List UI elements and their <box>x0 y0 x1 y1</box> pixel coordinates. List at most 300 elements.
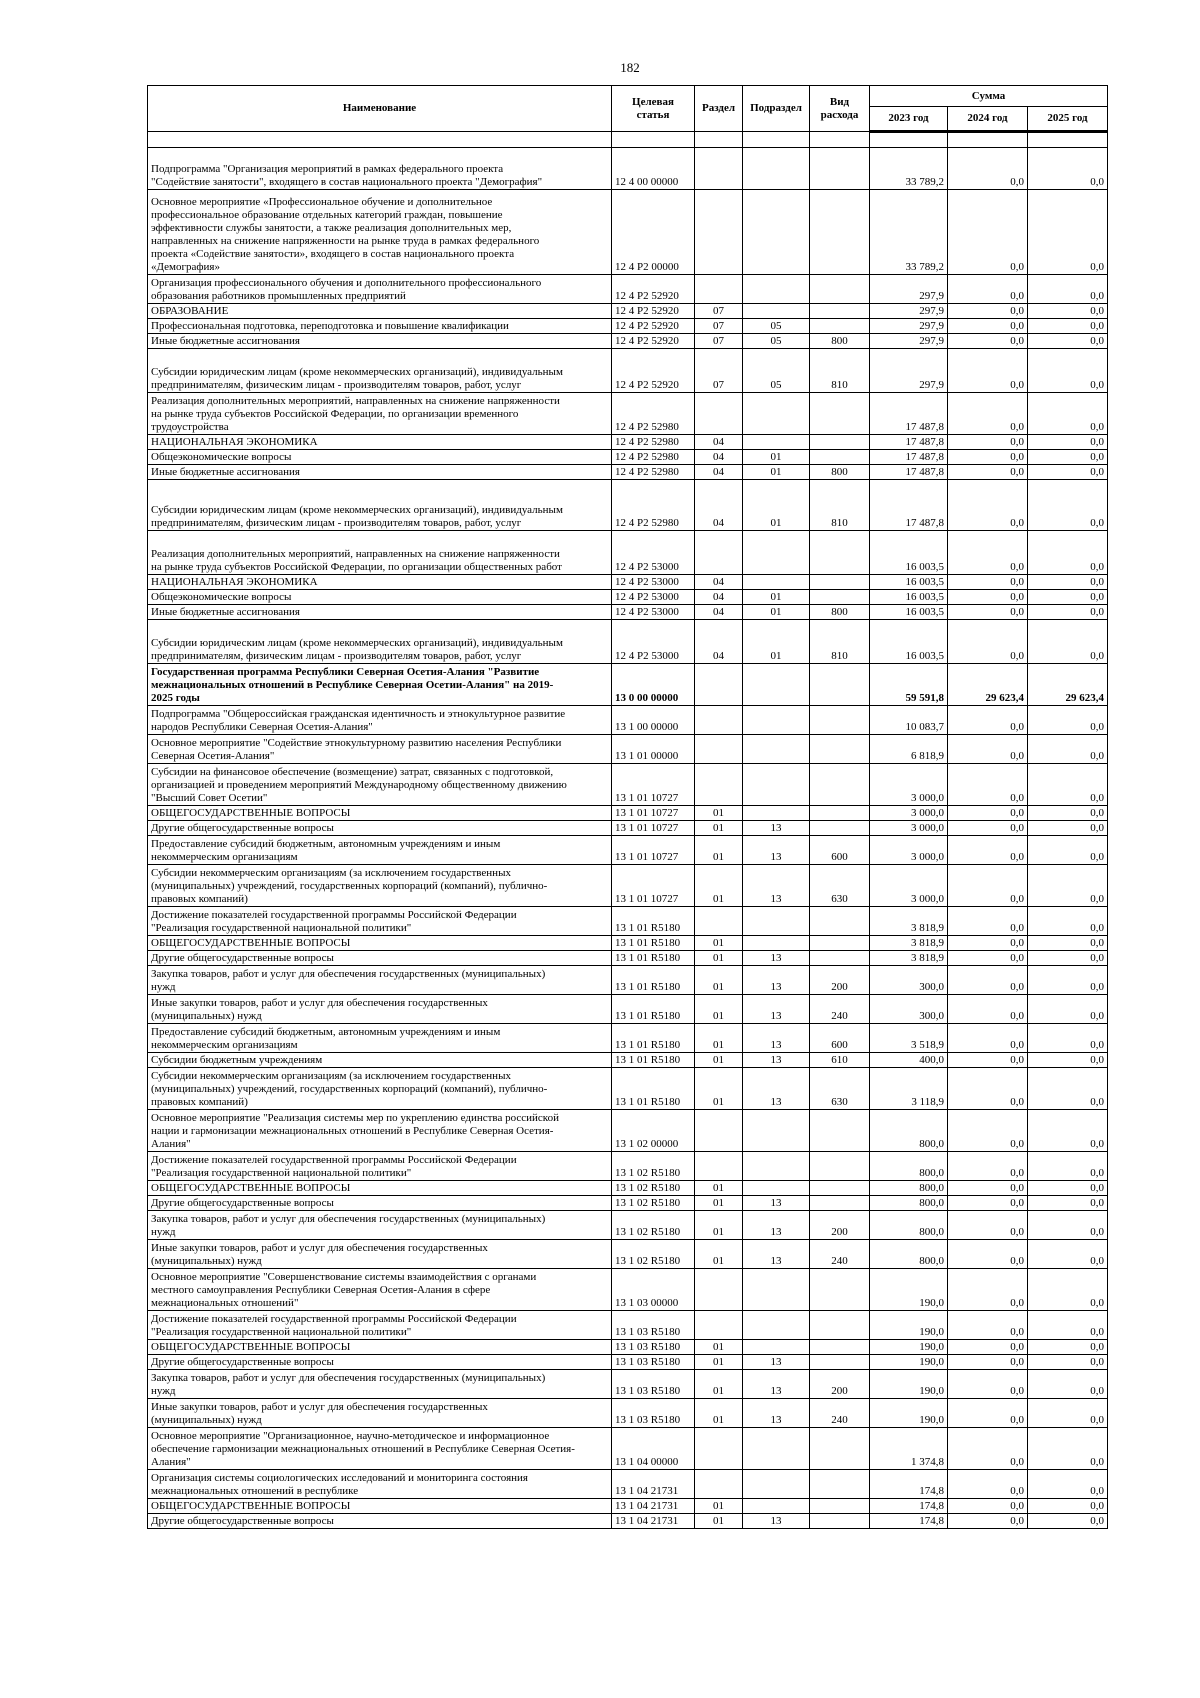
row-code: 12 4 P2 52980 <box>612 393 695 435</box>
row-sum-2023: 16 003,5 <box>870 531 948 575</box>
table-row <box>148 735 1108 764</box>
row-subsection <box>743 275 810 304</box>
row-name: Закупка товаров, работ и услуг для обеспечения государственных (муниципальных) нужд <box>148 1211 612 1240</box>
row-sum-2023: 33 789,2 <box>870 190 948 275</box>
row-section: 01 <box>695 936 743 951</box>
row-sum-2023: 800,0 <box>870 1110 948 1152</box>
table-row <box>148 435 1108 450</box>
row-expense-type <box>810 1499 870 1514</box>
row-section <box>695 764 743 806</box>
row-section <box>695 1311 743 1340</box>
row-name: Предоставление субсидий бюджетным, автономным учреждениям и иным некоммерческим организациям <box>148 1024 612 1053</box>
row-sum-2024: 0,0 <box>948 1355 1028 1370</box>
table-row <box>148 1196 1108 1211</box>
row-sum-2023: 33 789,2 <box>870 148 948 190</box>
row-subsection: 13 <box>743 1211 810 1240</box>
header-year-2024: 2024 год <box>948 107 1028 132</box>
table-row <box>148 764 1108 806</box>
header-year-2023: 2023 год <box>870 107 948 132</box>
table-row <box>148 806 1108 821</box>
row-sum-2023: 3 818,9 <box>870 936 948 951</box>
row-code: 13 1 02 R5180 <box>612 1152 695 1181</box>
row-section <box>695 664 743 706</box>
row-code: 13 1 03 R5180 <box>612 1311 695 1340</box>
row-name: Субсидии юридическим лицам (кроме некоммерческих организаций), индивидуальным предпринимателям, физическим лицам - производителям товаров, работ, услуг <box>148 480 612 531</box>
row-code: 12 4 P2 53000 <box>612 531 695 575</box>
row-expense-type: 600 <box>810 836 870 865</box>
row-sum-2023: 800,0 <box>870 1152 948 1181</box>
row-sum-2024: 0,0 <box>948 450 1028 465</box>
table-row <box>148 334 1108 349</box>
row-subsection <box>743 664 810 706</box>
row-section <box>695 531 743 575</box>
row-section: 01 <box>695 1181 743 1196</box>
row-section: 01 <box>695 1053 743 1068</box>
row-expense-type <box>810 936 870 951</box>
table-row <box>148 575 1108 590</box>
row-code: 13 1 02 R5180 <box>612 1196 695 1211</box>
row-subsection: 13 <box>743 1399 810 1428</box>
row-code: 13 1 03 R5180 <box>612 1340 695 1355</box>
row-section: 01 <box>695 806 743 821</box>
table-row <box>148 1181 1108 1196</box>
row-name: Общеэкономические вопросы <box>148 590 612 605</box>
row-subsection <box>743 936 810 951</box>
row-sum-2023: 800,0 <box>870 1240 948 1269</box>
row-code: 12 4 P2 52980 <box>612 480 695 531</box>
row-subsection <box>743 435 810 450</box>
row-sum-2023: 297,9 <box>870 349 948 393</box>
header-section: Раздел <box>695 86 743 132</box>
row-expense-type <box>810 1340 870 1355</box>
row-sum-2023: 800,0 <box>870 1211 948 1240</box>
row-name: Основное мероприятие "Организационное, научно-методическое и информационное обеспечение гармонизации межнациональных отношений в Республике Северная Осетия- Алания" <box>148 1428 612 1470</box>
row-sum-2025: 0,0 <box>1028 1499 1108 1514</box>
row-sum-2023: 174,8 <box>870 1514 948 1529</box>
table-row <box>148 1024 1108 1053</box>
row-name: Государственная программа Республики Северная Осетия-Алания "Развитие межнациональных отношений в Республике Северная Осетии-Алания" на 2019- 2025 годы <box>148 664 612 706</box>
row-name: Иные закупки товаров, работ и услуг для обеспечения государственных (муниципальных) нужд <box>148 1399 612 1428</box>
row-sum-2024: 0,0 <box>948 1269 1028 1311</box>
row-name: Общеэкономические вопросы <box>148 450 612 465</box>
row-name: Иные закупки товаров, работ и услуг для обеспечения государственных (муниципальных) нужд <box>148 995 612 1024</box>
row-sum-2024: 0,0 <box>948 1311 1028 1340</box>
row-sum-2024: 0,0 <box>948 1514 1028 1529</box>
row-sum-2023: 190,0 <box>870 1370 948 1399</box>
row-subsection <box>743 1181 810 1196</box>
row-sum-2023: 3 818,9 <box>870 907 948 936</box>
row-expense-type <box>810 1196 870 1211</box>
row-sum-2023: 400,0 <box>870 1053 948 1068</box>
row-section: 01 <box>695 1024 743 1053</box>
row-expense-type <box>810 1311 870 1340</box>
row-sum-2025: 0,0 <box>1028 605 1108 620</box>
row-section: 01 <box>695 951 743 966</box>
row-section <box>695 1470 743 1499</box>
row-code: 13 1 02 R5180 <box>612 1181 695 1196</box>
row-sum-2025: 0,0 <box>1028 1196 1108 1211</box>
row-sum-2023: 3 518,9 <box>870 1024 948 1053</box>
row-code: 13 1 03 R5180 <box>612 1399 695 1428</box>
row-section: 01 <box>695 1514 743 1529</box>
row-sum-2023: 3 000,0 <box>870 806 948 821</box>
row-sum-2025: 0,0 <box>1028 936 1108 951</box>
row-section: 01 <box>695 1196 743 1211</box>
row-code: 13 1 01 R5180 <box>612 1068 695 1110</box>
table-row <box>148 450 1108 465</box>
row-expense-type <box>810 575 870 590</box>
row-section: 07 <box>695 349 743 393</box>
row-sum-2025: 0,0 <box>1028 275 1108 304</box>
budget-table <box>147 85 1108 1529</box>
row-sum-2025: 0,0 <box>1028 1340 1108 1355</box>
row-sum-2025: 0,0 <box>1028 706 1108 735</box>
row-sum-2023: 190,0 <box>870 1311 948 1340</box>
row-expense-type <box>810 1152 870 1181</box>
row-expense-type <box>810 148 870 190</box>
row-sum-2024: 0,0 <box>948 907 1028 936</box>
table-row <box>148 1053 1108 1068</box>
row-sum-2025: 0,0 <box>1028 865 1108 907</box>
row-name: Подпрограмма "Организация мероприятий в рамках федерального проекта "Содействие занятости", входящего в состав национального проекта "Демография" <box>148 148 612 190</box>
table-row <box>148 620 1108 664</box>
row-subsection <box>743 1269 810 1311</box>
row-code: 13 1 00 00000 <box>612 706 695 735</box>
row-sum-2024: 0,0 <box>948 319 1028 334</box>
row-sum-2023: 10 083,7 <box>870 706 948 735</box>
row-sum-2025: 0,0 <box>1028 349 1108 393</box>
row-sum-2025: 0,0 <box>1028 764 1108 806</box>
row-expense-type <box>810 907 870 936</box>
row-expense-type <box>810 304 870 319</box>
row-name: Предоставление субсидий бюджетным, автономным учреждениям и иным некоммерческим организациям <box>148 836 612 865</box>
table-body <box>148 132 1108 1529</box>
row-sum-2025: 0,0 <box>1028 1399 1108 1428</box>
row-sum-2025: 0,0 <box>1028 907 1108 936</box>
table-row <box>148 1428 1108 1470</box>
row-subsection: 13 <box>743 1355 810 1370</box>
row-sum-2024: 0,0 <box>948 605 1028 620</box>
row-sum-2024: 0,0 <box>948 190 1028 275</box>
row-subsection: 13 <box>743 1053 810 1068</box>
row-sum-2025: 0,0 <box>1028 1370 1108 1399</box>
row-sum-2025: 0,0 <box>1028 821 1108 836</box>
row-name: Достижение показателей государственной программы Российской Федерации "Реализация государственной национальной политики" <box>148 1311 612 1340</box>
row-section <box>695 1269 743 1311</box>
row-sum-2023: 16 003,5 <box>870 620 948 664</box>
row-sum-2025: 0,0 <box>1028 450 1108 465</box>
row-code: 13 1 01 R5180 <box>612 1024 695 1053</box>
row-code: 12 4 P2 53000 <box>612 620 695 664</box>
row-subsection <box>743 575 810 590</box>
row-sum-2025: 0,0 <box>1028 575 1108 590</box>
row-sum-2024: 29 623,4 <box>948 664 1028 706</box>
row-expense-type <box>810 1470 870 1499</box>
row-subsection: 05 <box>743 349 810 393</box>
row-section: 04 <box>695 465 743 480</box>
row-code: 12 4 P2 52920 <box>612 349 695 393</box>
row-sum-2023: 16 003,5 <box>870 590 948 605</box>
row-sum-2024: 0,0 <box>948 1499 1028 1514</box>
row-code: 12 4 P2 00000 <box>612 190 695 275</box>
row-sum-2023: 17 487,8 <box>870 393 948 435</box>
row-section: 01 <box>695 995 743 1024</box>
row-subsection <box>743 1428 810 1470</box>
table-row <box>148 1311 1108 1340</box>
table-row <box>148 664 1108 706</box>
row-code: 13 1 01 00000 <box>612 735 695 764</box>
row-sum-2024: 0,0 <box>948 465 1028 480</box>
row-sum-2024: 0,0 <box>948 764 1028 806</box>
row-code: 12 4 P2 53000 <box>612 605 695 620</box>
header-year-2025: 2025 год <box>1028 107 1108 132</box>
row-expense-type <box>810 821 870 836</box>
row-subsection <box>743 907 810 936</box>
row-name: ОБЩЕГОСУДАРСТВЕННЫЕ ВОПРОСЫ <box>148 1499 612 1514</box>
row-sum-2023: 300,0 <box>870 995 948 1024</box>
row-section: 01 <box>695 1240 743 1269</box>
table-row <box>148 706 1108 735</box>
row-name: НАЦИОНАЛЬНАЯ ЭКОНОМИКА <box>148 435 612 450</box>
row-sum-2024: 0,0 <box>948 1024 1028 1053</box>
row-sum-2024: 0,0 <box>948 148 1028 190</box>
row-name: Субсидии бюджетным учреждениям <box>148 1053 612 1068</box>
row-sum-2023: 190,0 <box>870 1340 948 1355</box>
row-sum-2024: 0,0 <box>948 393 1028 435</box>
row-code: 13 1 03 R5180 <box>612 1370 695 1399</box>
table-row <box>148 966 1108 995</box>
row-code: 13 1 04 21731 <box>612 1514 695 1529</box>
row-expense-type <box>810 806 870 821</box>
row-sum-2025: 0,0 <box>1028 1269 1108 1311</box>
row-sum-2024: 0,0 <box>948 1340 1028 1355</box>
row-expense-type <box>810 1514 870 1529</box>
row-expense-type <box>810 951 870 966</box>
row-sum-2025: 0,0 <box>1028 836 1108 865</box>
row-sum-2025: 0,0 <box>1028 1024 1108 1053</box>
row-sum-2024: 0,0 <box>948 936 1028 951</box>
row-name: Основное мероприятие "Реализация системы мер по укреплению единства российской нации и гармонизации межнациональных отношений в Республике Северная Осетия- Алания" <box>148 1110 612 1152</box>
row-sum-2025: 0,0 <box>1028 1053 1108 1068</box>
row-name: ОБЩЕГОСУДАРСТВЕННЫЕ ВОПРОСЫ <box>148 806 612 821</box>
row-subsection: 01 <box>743 590 810 605</box>
row-name: ОБЩЕГОСУДАРСТВЕННЫЕ ВОПРОСЫ <box>148 1181 612 1196</box>
row-sum-2024: 0,0 <box>948 1181 1028 1196</box>
row-sum-2023: 16 003,5 <box>870 575 948 590</box>
row-subsection: 01 <box>743 605 810 620</box>
row-sum-2024: 0,0 <box>948 1370 1028 1399</box>
row-name: Другие общегосударственные вопросы <box>148 951 612 966</box>
row-sum-2023: 297,9 <box>870 275 948 304</box>
row-code: 13 1 03 R5180 <box>612 1355 695 1370</box>
row-subsection <box>743 806 810 821</box>
row-sum-2024: 0,0 <box>948 1399 1028 1428</box>
row-subsection: 13 <box>743 836 810 865</box>
row-expense-type: 200 <box>810 966 870 995</box>
row-subsection <box>743 1311 810 1340</box>
row-sum-2025: 0,0 <box>1028 735 1108 764</box>
row-sum-2023: 297,9 <box>870 319 948 334</box>
row-subsection: 13 <box>743 1196 810 1211</box>
row-code: 13 1 02 00000 <box>612 1110 695 1152</box>
row-sum-2025: 0,0 <box>1028 1428 1108 1470</box>
row-expense-type <box>810 450 870 465</box>
table-row <box>148 936 1108 951</box>
page-number: 182 <box>620 60 640 75</box>
header-name: Наименование <box>148 86 612 132</box>
row-section <box>695 148 743 190</box>
table-row <box>148 190 1108 275</box>
row-subsection <box>743 1499 810 1514</box>
row-name: Основное мероприятие «Профессиональное обучение и дополнительное профессиональное образование отдельных категорий граждан, повышение эффективности службы занятости, а также реализация дополнительных мер, направленных на снижение напряженности на рынке труда в рамках федерального проекта «Содействие занятости», входящего в состав национального проекта «Демография» <box>148 190 612 275</box>
row-code: 12 4 P2 53000 <box>612 590 695 605</box>
row-sum-2024: 0,0 <box>948 1211 1028 1240</box>
row-expense-type: 800 <box>810 605 870 620</box>
header-target: Целевая статья <box>612 86 695 132</box>
row-code: 12 4 P2 52980 <box>612 465 695 480</box>
row-expense-type: 610 <box>810 1053 870 1068</box>
row-sum-2023: 174,8 <box>870 1470 948 1499</box>
row-expense-type: 240 <box>810 995 870 1024</box>
row-subsection: 13 <box>743 951 810 966</box>
row-sum-2024: 0,0 <box>948 836 1028 865</box>
row-sum-2024: 0,0 <box>948 334 1028 349</box>
row-subsection: 05 <box>743 319 810 334</box>
row-code: 12 4 P2 53000 <box>612 575 695 590</box>
row-sum-2024: 0,0 <box>948 1428 1028 1470</box>
row-code: 13 1 01 R5180 <box>612 1053 695 1068</box>
row-name: Другие общегосударственные вопросы <box>148 1355 612 1370</box>
row-code: 12 4 P2 52920 <box>612 275 695 304</box>
table-row <box>148 1340 1108 1355</box>
table-row <box>148 995 1108 1024</box>
row-section <box>695 393 743 435</box>
row-code: 13 1 01 R5180 <box>612 951 695 966</box>
header-subsection: Подраздел <box>743 86 810 132</box>
row-subsection <box>743 531 810 575</box>
row-expense-type <box>810 319 870 334</box>
row-name: Основное мероприятие "Содействие этнокультурному развитию населения Республики Северная Осетия-Алания" <box>148 735 612 764</box>
row-sum-2025: 0,0 <box>1028 148 1108 190</box>
row-expense-type <box>810 393 870 435</box>
row-subsection <box>743 706 810 735</box>
row-code: 13 1 04 00000 <box>612 1428 695 1470</box>
row-code: 13 1 04 21731 <box>612 1470 695 1499</box>
row-name: Другие общегосударственные вопросы <box>148 1514 612 1529</box>
table-row <box>148 605 1108 620</box>
row-sum-2025: 0,0 <box>1028 319 1108 334</box>
row-sum-2025: 0,0 <box>1028 304 1108 319</box>
row-sum-2023: 1 374,8 <box>870 1428 948 1470</box>
row-code: 13 1 01 10727 <box>612 836 695 865</box>
row-name: Другие общегосударственные вопросы <box>148 1196 612 1211</box>
row-sum-2025: 0,0 <box>1028 966 1108 995</box>
row-section: 01 <box>695 1399 743 1428</box>
row-code: 13 1 02 R5180 <box>612 1211 695 1240</box>
row-expense-type: 600 <box>810 1024 870 1053</box>
row-subsection: 13 <box>743 966 810 995</box>
table-header <box>148 86 1108 132</box>
row-code: 13 0 00 00000 <box>612 664 695 706</box>
row-code: 13 1 04 21731 <box>612 1499 695 1514</box>
table-row <box>148 865 1108 907</box>
row-sum-2024: 0,0 <box>948 480 1028 531</box>
header-expense-type: Вид расхода <box>810 86 870 132</box>
row-name: Субсидии некоммерческим организациям (за исключением государственных (муниципальных) учреждений, государственных корпораций (компаний), публично- правовых компаний) <box>148 865 612 907</box>
row-sum-2024: 0,0 <box>948 1240 1028 1269</box>
row-section <box>695 907 743 936</box>
row-section: 07 <box>695 334 743 349</box>
row-expense-type: 630 <box>810 1068 870 1110</box>
row-section: 01 <box>695 821 743 836</box>
row-sum-2025: 0,0 <box>1028 1311 1108 1340</box>
table-row <box>148 1240 1108 1269</box>
row-subsection <box>743 1470 810 1499</box>
row-sum-2023: 297,9 <box>870 304 948 319</box>
table-row <box>148 465 1108 480</box>
table-row <box>148 1110 1108 1152</box>
row-sum-2023: 190,0 <box>870 1399 948 1428</box>
row-sum-2025: 0,0 <box>1028 190 1108 275</box>
row-sum-2025: 0,0 <box>1028 1470 1108 1499</box>
row-code: 13 1 02 R5180 <box>612 1240 695 1269</box>
row-sum-2025: 0,0 <box>1028 435 1108 450</box>
row-expense-type <box>810 1269 870 1311</box>
row-code: 12 4 P2 52920 <box>612 334 695 349</box>
header-sum: Сумма <box>870 86 1108 107</box>
row-sum-2024: 0,0 <box>948 1196 1028 1211</box>
row-expense-type: 240 <box>810 1240 870 1269</box>
row-section: 01 <box>695 865 743 907</box>
row-code: 13 1 01 R5180 <box>612 907 695 936</box>
row-subsection: 13 <box>743 865 810 907</box>
row-name: Закупка товаров, работ и услуг для обеспечения государственных (муниципальных) нужд <box>148 966 612 995</box>
row-sum-2023: 3 000,0 <box>870 865 948 907</box>
row-sum-2024: 0,0 <box>948 735 1028 764</box>
row-sum-2023: 3 000,0 <box>870 764 948 806</box>
row-sum-2023: 800,0 <box>870 1181 948 1196</box>
table-row <box>148 319 1108 334</box>
row-sum-2023: 190,0 <box>870 1355 948 1370</box>
row-name: Достижение показателей государственной программы Российской Федерации "Реализация государственной национальной политики" <box>148 1152 612 1181</box>
row-section: 04 <box>695 480 743 531</box>
table-row <box>148 1370 1108 1399</box>
row-name: НАЦИОНАЛЬНАЯ ЭКОНОМИКА <box>148 575 612 590</box>
row-sum-2023: 17 487,8 <box>870 450 948 465</box>
row-subsection: 13 <box>743 1370 810 1399</box>
row-subsection: 01 <box>743 465 810 480</box>
row-sum-2024: 0,0 <box>948 1470 1028 1499</box>
row-sum-2024: 0,0 <box>948 706 1028 735</box>
row-name: Организация системы социологических исследований и мониторинга состояния межнациональных отношений в республике <box>148 1470 612 1499</box>
row-subsection: 13 <box>743 821 810 836</box>
row-sum-2024: 0,0 <box>948 966 1028 995</box>
table-row <box>148 1470 1108 1499</box>
row-subsection <box>743 735 810 764</box>
row-sum-2024: 0,0 <box>948 620 1028 664</box>
row-expense-type: 200 <box>810 1370 870 1399</box>
row-name: ОБРАЗОВАНИЕ <box>148 304 612 319</box>
row-name: Другие общегосударственные вопросы <box>148 821 612 836</box>
row-sum-2025: 0,0 <box>1028 465 1108 480</box>
row-subsection: 01 <box>743 480 810 531</box>
row-sum-2024: 0,0 <box>948 349 1028 393</box>
row-code: 13 1 01 10727 <box>612 821 695 836</box>
row-sum-2025: 0,0 <box>1028 590 1108 605</box>
row-sum-2025: 0,0 <box>1028 1068 1108 1110</box>
row-sum-2023: 3 000,0 <box>870 821 948 836</box>
row-expense-type <box>810 435 870 450</box>
